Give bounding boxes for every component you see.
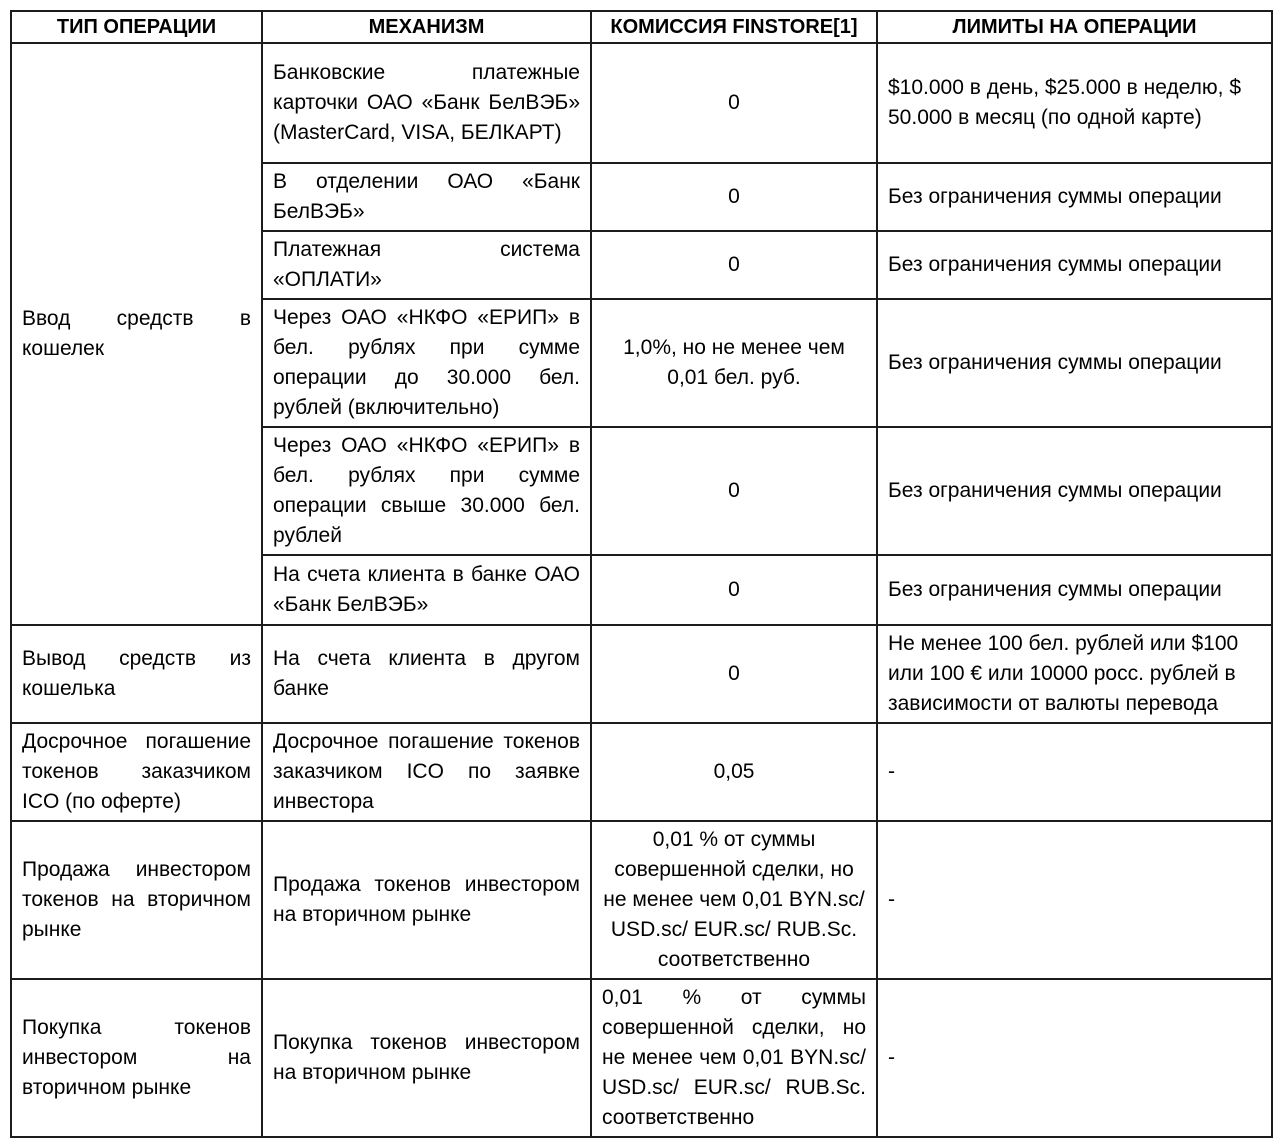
limits-cell: - [877,821,1272,979]
limits-cell: Без ограничения суммы операции [877,299,1272,427]
operation-type-cell: Ввод средств в кошелек [11,43,262,625]
limits-cell: Без ограничения суммы операции [877,231,1272,299]
commission-cell: 0 [591,555,877,625]
header-mechanism: МЕХАНИЗМ [262,11,591,43]
commission-cell: 0 [591,43,877,163]
header-limits: ЛИМИТЫ НА ОПЕРАЦИИ [877,11,1272,43]
commission-cell: 0 [591,427,877,555]
limits-cell: - [877,979,1272,1137]
limits-cell: Без ограничения суммы операции [877,555,1272,625]
commission-cell: 0,01 % от суммы совершенной сделки, но не менее чем 0,01 BYN.sc/ USD.sc/ EUR.sc/ RUB.Sc. соответственно [591,979,877,1137]
table-row [11,43,1272,163]
commission-cell: 0 [591,625,877,723]
commission-cell: 1,0%, но не менее чем 0,01 бел. руб. [591,299,877,427]
table-row [11,821,1272,979]
table-row [11,979,1272,1137]
commission-cell: 0 [591,231,877,299]
limits-cell: - [877,723,1272,821]
limits-cell: Не менее 100 бел. рублей или $100 или 100 € или 10000 росс. рублей в зависимости от валюты перевода [877,625,1272,723]
limits-cell: Без ограничения суммы операции [877,427,1272,555]
operation-type-cell: Продажа инвестором токенов на вторичном рынке [11,821,262,979]
mechanism-cell: На счета клиента в другом банке [262,625,591,723]
header-row [11,11,1272,43]
commission-cell: 0,05 [591,723,877,821]
commission-cell: 0,01 % от суммы совершенной сделки, но не менее чем 0,01 BYN.sc/ USD.sc/ EUR.sc/ RUB.Sc. соответственно [591,821,877,979]
table-row [11,723,1272,821]
mechanism-cell: Через ОАО «НКФО «ЕРИП» в бел. рублях при сумме операции свыше 30.000 бел. рублей [262,427,591,555]
mechanism-cell: Банковские платежные карточки ОАО «Банк БелВЭБ» (MasterCard, VISA, БЕЛКАРТ) [262,43,591,163]
mechanism-cell: На счета клиента в банке ОАО «Банк БелВЭБ» [262,555,591,625]
limits-cell: $10.000 в день, $25.000 в неделю, $ 50.000 в месяц (по одной карте) [877,43,1272,163]
mechanism-cell: Досрочное погашение токенов заказчиком ICO по заявке инвестора [262,723,591,821]
table-row [11,625,1272,723]
header-commission: КОМИССИЯ FINSTORE[1] [591,11,877,43]
operation-type-cell: Вывод средств из кошелька [11,625,262,723]
mechanism-cell: Покупка токенов инвестором на вторичном рынке [262,979,591,1137]
mechanism-cell: В отделении ОАО «Банк БелВЭБ» [262,163,591,231]
mechanism-cell: Через ОАО «НКФО «ЕРИП» в бел. рублях при сумме операции до 30.000 бел. рублей (включительно) [262,299,591,427]
operation-type-cell: Досрочное погашение токенов заказчиком ICO (по оферте) [11,723,262,821]
header-operation-type: ТИП ОПЕРАЦИИ [11,11,262,43]
commission-limits-table [10,10,1273,1138]
mechanism-cell: Продажа токенов инвестором на вторичном рынке [262,821,591,979]
commission-cell: 0 [591,163,877,231]
limits-cell: Без ограничения суммы операции [877,163,1272,231]
operation-type-cell: Покупка токенов инвестором на вторичном рынке [11,979,262,1137]
mechanism-cell: Платежная система «ОПЛАТИ» [262,231,591,299]
